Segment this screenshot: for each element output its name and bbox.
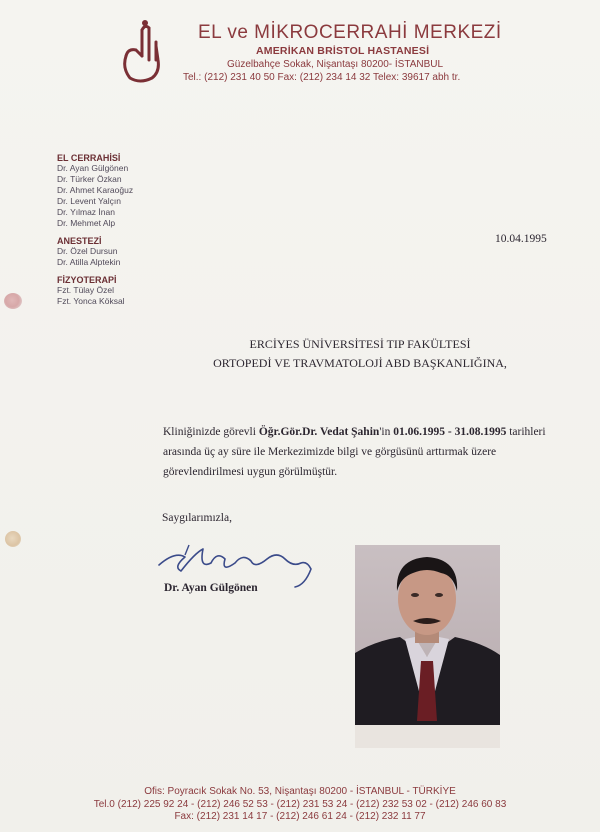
letterhead-title: EL ve MİKROCERRAHİ MERKEZİ <box>198 22 502 43</box>
staff-list <box>57 153 197 314</box>
closing-text: Saygılarımızla, <box>162 512 232 524</box>
letterhead-hospital: AMERİKAN BRİSTOL HASTANESİ <box>256 45 430 57</box>
body-person-name: Öğr.Gör.Dr. Vedat Şahin <box>258 426 380 438</box>
body-suffix: 'in <box>379 426 394 438</box>
staff-name: Dr. Ahmet Karaoğuz <box>57 185 134 195</box>
body-end-date: 31.08.1995 <box>454 426 507 438</box>
letterhead-address: Güzelbahçe Sokak, Nişantaşı 80200- İSTANBUL <box>227 59 444 70</box>
body-rest: tarihleri arasında üç ay süre ile Merkezimizde bilgi ve görgüsünü arttırmak üzere görevlendirilmesi uygun görülmüştür. <box>163 426 546 478</box>
punch-hole <box>4 293 22 309</box>
staff-section-heading: ANESTEZİ <box>57 236 102 246</box>
letter-date: 10.04.1995 <box>495 233 547 245</box>
staff-name: Dr. Levent Yalçın <box>57 196 121 206</box>
letter-body <box>163 422 563 482</box>
body-date-dash: - <box>444 426 455 438</box>
staff-name: Dr. Türker Özkan <box>57 174 122 184</box>
staff-name: Fzt. Tülay Özel <box>57 285 114 295</box>
recipient-block <box>190 335 530 373</box>
staff-name: Dr. Mehmet Alp <box>57 218 116 228</box>
staff-name: Dr. Ayan Gülgönen <box>57 163 129 173</box>
staff-name: Dr. Özel Dursun <box>57 246 118 256</box>
body-start-date: 01.06.1995 <box>393 426 445 438</box>
staff-section <box>57 236 197 268</box>
footer-fax: Fax: (212) 231 14 17 - (212) 246 61 24 - (212) 232 11 77 <box>174 811 426 822</box>
hand-logo-icon <box>118 16 164 84</box>
portrait-image <box>355 545 500 725</box>
staff-name: Dr. Atilla Alptekin <box>57 257 121 267</box>
letterhead-contact: Tel.: (212) 231 40 50 Fax: (212) 234 14 32 Telex: 39617 abh tr. <box>183 72 461 83</box>
staff-section-heading: FİZYOTERAPİ <box>57 275 117 285</box>
footer-office: Ofis: Poyracık Sokak No. 53, Nişantaşı 80200 - İSTANBUL - TÜRKİYE <box>144 786 456 797</box>
recipient-line-2: ORTOPEDİ VE TRAVMATOLOJİ ABD BAŞKANLIĞINA, <box>213 356 507 370</box>
signer-name: Dr. Ayan Gülgönen <box>164 582 258 594</box>
staff-section-heading: EL CERRAHİSİ <box>57 153 121 163</box>
body-intro: Kliniğinizde görevli <box>163 426 259 438</box>
staff-section <box>57 153 197 229</box>
passport-photo <box>355 545 500 748</box>
staff-section <box>57 275 197 307</box>
recipient-line-1: ERCİYES ÜNİVERSİTESİ TIP FAKÜLTESİ <box>249 337 471 351</box>
staff-name: Dr. Yılmaz İnan <box>57 207 115 217</box>
punch-hole <box>5 531 21 547</box>
staff-name: Fzt. Yonca Köksal <box>57 296 125 306</box>
footer-phones: Tel.0 (212) 225 92 24 - (212) 246 52 53 - (212) 231 53 24 - (212) 232 53 02 - (212) 246 60 83 <box>93 799 507 810</box>
